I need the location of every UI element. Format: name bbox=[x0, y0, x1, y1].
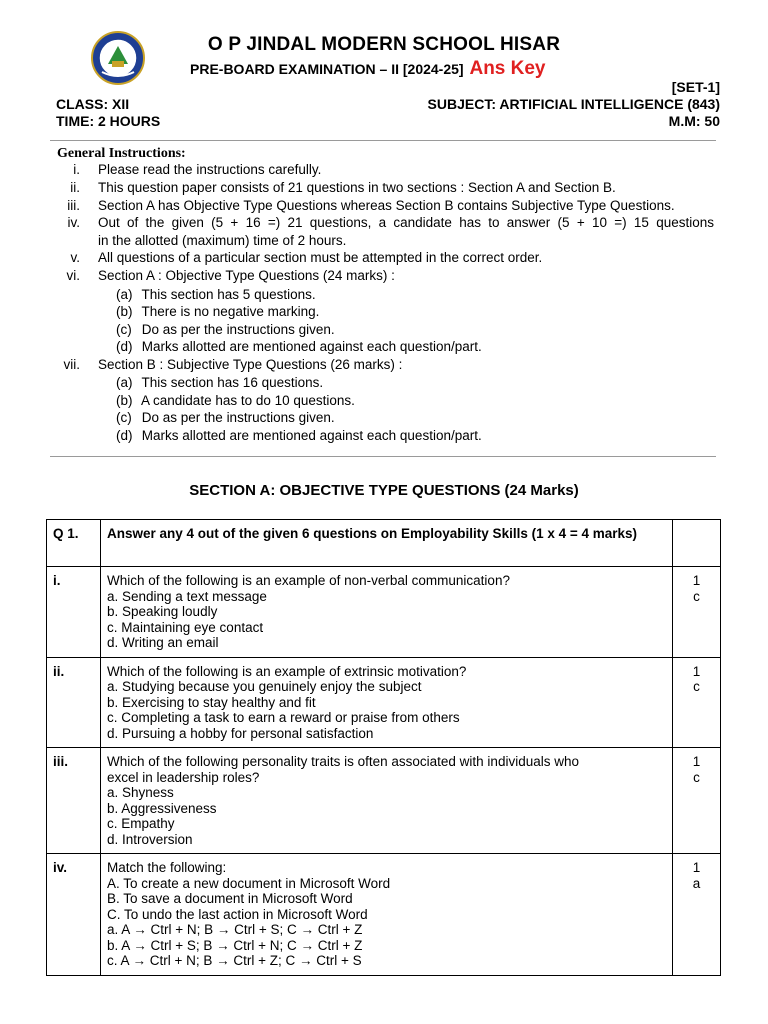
sub-label: (a) bbox=[116, 287, 133, 302]
sub-text: Do as per the instructions given. bbox=[141, 410, 335, 425]
option: b. Aggressiveness bbox=[107, 800, 217, 816]
sub-label: (b) bbox=[116, 304, 133, 319]
sub-instruction bbox=[116, 392, 355, 410]
question-stem: Which of the following personality traits is often associated with individuals who bbox=[107, 754, 579, 769]
question-heading: Answer any 4 out of the given 6 questions on Employability Skills (1 x 4 = 4 marks) bbox=[101, 520, 673, 567]
time-label: TIME: 2 HOURS bbox=[56, 113, 161, 129]
instruction-num: iii. bbox=[67, 198, 80, 213]
sub-text: Marks allotted are mentioned against each question/part. bbox=[141, 428, 482, 443]
sub-label: (c) bbox=[116, 410, 132, 425]
subject-label: SUBJECT: ARTIFICIAL INTELLIGENCE (843) bbox=[427, 96, 720, 112]
question-body bbox=[101, 567, 673, 658]
instruction-num: v. bbox=[70, 250, 80, 265]
sub-instruction bbox=[116, 286, 316, 304]
max-marks-label: M.M: 50 bbox=[668, 113, 720, 129]
option: B. To save a document in Microsoft Word bbox=[107, 891, 353, 906]
sub-label: (d) bbox=[116, 428, 133, 443]
option: d. Introversion bbox=[107, 831, 193, 847]
marks: 1 bbox=[692, 663, 701, 679]
answer: c bbox=[693, 679, 700, 694]
instructions-title: General Instructions: bbox=[57, 146, 186, 161]
sub-text: Do as per the instructions given. bbox=[141, 322, 335, 337]
questions-table bbox=[46, 519, 721, 976]
option: a. Sending a text message bbox=[107, 588, 267, 604]
marks: 1 bbox=[692, 860, 701, 875]
question-stem: Which of the following is an example of extrinsic motivation? bbox=[107, 663, 467, 679]
option: b. Speaking loudly bbox=[107, 604, 218, 619]
instruction-text: Out of the given (5 + 16 =) 21 questions, a candidate has to answer (5 + 10 =) 15 questions bbox=[98, 215, 714, 230]
option: C. To undo the last action in Microsoft Word bbox=[107, 906, 368, 922]
sub-instruction bbox=[116, 321, 335, 339]
instruction-text: All questions of a particular section must be attempted in the correct order. bbox=[98, 250, 543, 265]
answer: c bbox=[693, 769, 700, 785]
sub-instruction bbox=[116, 338, 482, 356]
question-stem: Match the following: bbox=[107, 860, 227, 875]
instruction-num: iv. bbox=[67, 215, 80, 230]
sub-instruction bbox=[116, 427, 482, 445]
marks-cell bbox=[673, 748, 721, 854]
option: c. Empathy bbox=[107, 816, 175, 831]
table-row bbox=[47, 567, 721, 658]
question-body bbox=[101, 657, 673, 748]
question-body bbox=[101, 854, 673, 976]
marks-cell bbox=[673, 520, 721, 567]
sub-label: (a) bbox=[116, 375, 133, 390]
class-label: CLASS: XII bbox=[56, 96, 130, 112]
question-body bbox=[101, 748, 673, 854]
sub-instruction bbox=[116, 374, 323, 392]
option: c. A → Ctrl + N; B → Ctrl + Z; C → Ctrl + S bbox=[107, 953, 362, 968]
exam-title: PRE-BOARD EXAMINATION – II [2024-25] bbox=[190, 61, 464, 77]
sub-text: Marks allotted are mentioned against each question/part. bbox=[141, 339, 482, 354]
question-number: iv. bbox=[47, 854, 101, 976]
question-stem-continued: excel in leadership roles? bbox=[107, 769, 260, 785]
table-row bbox=[47, 854, 721, 976]
question-number: iii. bbox=[47, 748, 101, 854]
divider bbox=[50, 456, 716, 457]
marks-cell bbox=[673, 854, 721, 976]
instruction-num: ii. bbox=[70, 180, 80, 195]
question-number: i. bbox=[47, 567, 101, 658]
option: d. Pursuing a hobby for personal satisfaction bbox=[107, 725, 374, 741]
instruction-text: Section A : Objective Type Questions (24 marks) : bbox=[98, 268, 395, 283]
exam-title-line bbox=[190, 58, 546, 80]
ans-key-label: Ans Key bbox=[469, 58, 546, 79]
option: b. A → Ctrl + S; B → Ctrl + N; C → Ctrl + Z bbox=[107, 937, 363, 953]
option: c. Completing a task to earn a reward or praise from others bbox=[107, 710, 460, 725]
sub-label: (c) bbox=[116, 322, 132, 337]
school-name: O P JINDAL MODERN SCHOOL HISAR bbox=[207, 34, 561, 55]
instruction-text: Please read the instructions carefully. bbox=[98, 162, 322, 177]
option: b. Exercising to stay healthy and fit bbox=[107, 694, 316, 710]
answer: c bbox=[693, 588, 700, 604]
instruction-text: This question paper consists of 21 questions in two sections : Section A and Section B. bbox=[98, 180, 616, 195]
set-label: [SET-1] bbox=[671, 79, 720, 95]
option: a. A → Ctrl + N; B → Ctrl + S; C → Ctrl + Z bbox=[107, 922, 363, 937]
sub-label: (b) bbox=[116, 393, 133, 408]
sub-text: There is no negative marking. bbox=[141, 304, 320, 319]
option: d. Writing an email bbox=[107, 635, 219, 650]
marks-cell bbox=[673, 567, 721, 658]
section-a-title: SECTION A: OBJECTIVE TYPE QUESTIONS (24 Marks) bbox=[189, 482, 579, 499]
instruction-text: Section A has Objective Type Questions whereas Section B contains Subjective Type Questions. bbox=[98, 198, 675, 213]
marks-cell bbox=[673, 657, 721, 748]
sub-label: (d) bbox=[116, 339, 133, 354]
sub-text: This section has 16 questions. bbox=[141, 375, 324, 390]
sub-text: A candidate has to do 10 questions. bbox=[141, 393, 355, 408]
table-row bbox=[47, 520, 721, 567]
answer: a bbox=[692, 875, 701, 891]
instruction-text: Section B : Subjective Type Questions (26 marks) : bbox=[98, 357, 403, 372]
instruction-num: vii. bbox=[63, 357, 80, 372]
divider bbox=[50, 140, 716, 141]
option: A. To create a new document in Microsoft Word bbox=[107, 875, 391, 891]
question-number: Q 1. bbox=[47, 520, 101, 567]
option: a. Studying because you genuinely enjoy the subject bbox=[107, 679, 422, 694]
sub-instruction bbox=[116, 303, 319, 321]
marks: 1 bbox=[692, 754, 701, 769]
instruction-text: in the allotted (maximum) time of 2 hours. bbox=[98, 233, 347, 248]
option: a. Shyness bbox=[107, 785, 174, 800]
instruction-num: i. bbox=[73, 162, 80, 177]
option: c. Maintaining eye contact bbox=[107, 619, 264, 635]
marks: 1 bbox=[692, 573, 701, 588]
question-stem: Which of the following is an example of non-verbal communication? bbox=[107, 573, 510, 588]
question-number: ii. bbox=[47, 657, 101, 748]
sub-instruction bbox=[116, 409, 335, 427]
table-row bbox=[47, 748, 721, 854]
sub-text: This section has 5 questions. bbox=[141, 287, 316, 302]
table-row bbox=[47, 657, 721, 748]
instruction-num: vi. bbox=[66, 268, 80, 283]
